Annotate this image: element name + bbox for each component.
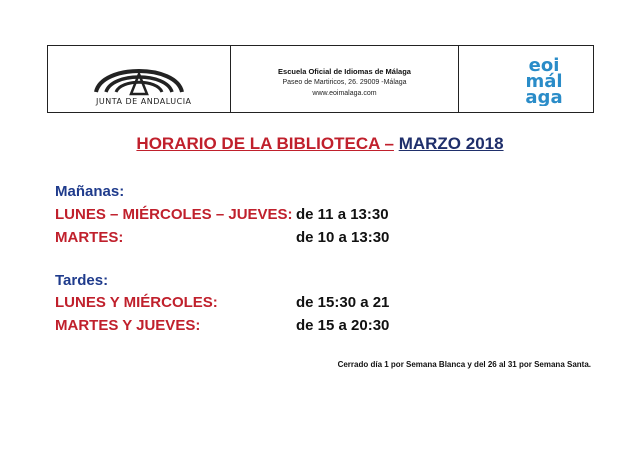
mornings-heading: Mañanas: [55,183,125,200]
row-days: MARTES: [55,229,124,246]
row-time: de 15:30 a 21 [296,294,390,311]
school-website: www.eoimalaga.com [312,90,377,97]
afternoons-heading: Tardes: [55,272,109,289]
title-month: MARZO 2018 [398,134,504,153]
schedule-row [55,316,575,336]
school-name: Escuela Oficial de Idiomas de Málaga [278,67,411,76]
svg-text:mál: mál [525,71,563,92]
svg-text:eoi: eoi [528,55,560,76]
row-days: MARTES Y JUEVES: [55,317,201,334]
junta-de-andalucia-logo-icon [84,52,194,98]
letterhead [47,45,594,113]
schedule-row [55,228,575,248]
junta-logo-text: JUNTA DE ANDALUCIA [96,97,192,106]
row-time: de 11 a 13:30 [296,206,389,223]
school-info-cell [231,46,459,112]
svg-text:aga: aga [525,87,563,106]
closure-note: Cerrado día 1 por Semana Blanca y del 26 al 31 por Semana Santa. [337,360,591,369]
row-days: LUNES Y MIÉRCOLES: [55,294,218,311]
schedule-row [55,293,575,313]
eoi-malaga-logo-icon [515,54,573,106]
page-title [0,134,640,154]
row-time: de 10 a 13:30 [296,229,390,246]
row-days: LUNES – MIÉRCOLES – JUEVES: [55,206,293,223]
school-address: Paseo de Martiricos, 26. 29009 -Málaga [282,79,407,86]
row-time: de 15 a 20:30 [296,317,390,334]
title-part1: HORARIO DE LA BIBLIOTECA – [136,134,394,153]
junta-logo-cell [48,46,231,112]
eoi-logo-cell [459,46,593,112]
schedule-row [55,205,575,225]
